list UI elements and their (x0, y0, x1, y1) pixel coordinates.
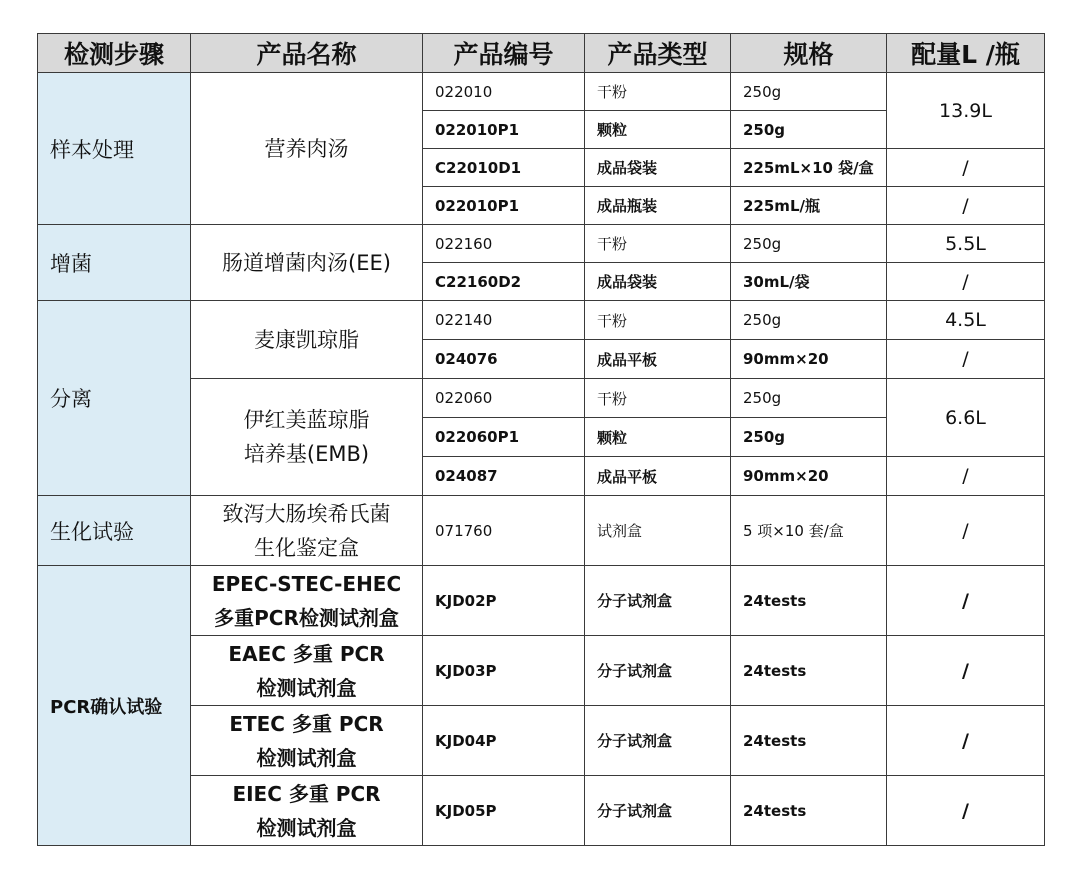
product-type-cell: 分子试剂盒 (585, 776, 731, 846)
product-code-cell: KJD04P (423, 706, 585, 776)
table-row (38, 73, 1045, 111)
ratio-cell: 5.5L (887, 225, 1045, 263)
product-type-cell: 颗粒 (585, 111, 731, 149)
table-row (38, 301, 1045, 340)
product-code-cell: C22160D2 (423, 263, 585, 301)
spec-cell: 250g (731, 111, 887, 149)
product-type-cell: 分子试剂盒 (585, 706, 731, 776)
product-type-cell: 干粉 (585, 301, 731, 340)
product-name-line: EAEC 多重 PCR (228, 641, 385, 666)
ratio-cell: / (887, 566, 1045, 636)
ratio-cell: / (887, 457, 1045, 496)
header-step: 检测步骤 (38, 34, 191, 73)
product-type-cell: 分子试剂盒 (585, 636, 731, 706)
product-code-cell: 022010P1 (423, 187, 585, 225)
product-name-cell: 麦康凯琼脂 (191, 301, 423, 379)
spec-cell: 250g (731, 73, 887, 111)
step-cell: 样本处理 (38, 73, 191, 225)
product-code-cell: 071760 (423, 496, 585, 566)
product-code-cell: 022160 (423, 225, 585, 263)
ratio-cell: / (887, 187, 1045, 225)
spec-cell: 24tests (731, 636, 887, 706)
header-type: 产品类型 (585, 34, 731, 73)
step-cell: 增菌 (38, 225, 191, 301)
product-name-line: 检测试剂盒 (256, 815, 357, 840)
spec-cell: 250g (731, 301, 887, 340)
header-code: 产品编号 (423, 34, 585, 73)
product-name-line: 检测试剂盒 (256, 745, 357, 770)
ratio-cell: / (887, 706, 1045, 776)
product-type-cell: 干粉 (585, 225, 731, 263)
product-code-cell: KJD03P (423, 636, 585, 706)
ratio-cell: / (887, 263, 1045, 301)
product-type-cell: 试剂盒 (585, 496, 731, 566)
product-type-cell: 成品平板 (585, 457, 731, 496)
product-type-cell: 颗粒 (585, 418, 731, 457)
product-name-cell (191, 776, 423, 846)
product-type-cell: 分子试剂盒 (585, 566, 731, 636)
product-name-cell: 营养肉汤 (191, 73, 423, 225)
spec-cell: 24tests (731, 776, 887, 846)
table-row (38, 496, 1045, 566)
product-name-line: EIEC 多重 PCR (232, 781, 381, 806)
step-cell: 分离 (38, 301, 191, 496)
ratio-cell: 4.5L (887, 301, 1045, 340)
header-spec: 规格 (731, 34, 887, 73)
product-name-line: 致泻大肠埃希氏菌 (222, 501, 391, 526)
spec-cell: 225mL×10 袋/盒 (731, 149, 887, 187)
product-name-cell (191, 496, 423, 566)
ratio-cell: / (887, 636, 1045, 706)
ratio-cell: 6.6L (887, 379, 1045, 457)
spec-cell: 250g (731, 225, 887, 263)
product-name-cell (191, 566, 423, 636)
table-row (38, 225, 1045, 263)
product-name-line: ETEC 多重 PCR (229, 711, 384, 736)
header-ratio: 配量L /瓶 (887, 34, 1045, 73)
step-cell: 生化试验 (38, 496, 191, 566)
product-name-cell (191, 636, 423, 706)
step-cell: PCR确认试验 (38, 566, 191, 846)
product-type-cell: 干粉 (585, 379, 731, 418)
product-code-cell: 024076 (423, 340, 585, 379)
ratio-cell: 13.9L (887, 73, 1045, 149)
product-type-cell: 成品袋装 (585, 263, 731, 301)
spec-cell: 90mm×20 (731, 340, 887, 379)
product-name-line: 多重PCR检测试剂盒 (214, 605, 399, 630)
product-name-line: 生化鉴定盒 (254, 535, 359, 560)
product-code-cell: 022060 (423, 379, 585, 418)
product-type-cell: 成品袋装 (585, 149, 731, 187)
product-type-cell: 成品平板 (585, 340, 731, 379)
product-code-cell: 022060P1 (423, 418, 585, 457)
product-name-line: 伊红美蓝琼脂 (243, 408, 370, 432)
spec-cell: 250g (731, 418, 887, 457)
product-type-cell: 成品瓶装 (585, 187, 731, 225)
ratio-cell: / (887, 340, 1045, 379)
product-code-cell: C22010D1 (423, 149, 585, 187)
product-name-cell (191, 706, 423, 776)
product-table (37, 33, 1045, 846)
product-name-line: EPEC-STEC-EHEC (211, 571, 402, 596)
spec-cell: 250g (731, 379, 887, 418)
table-row (38, 566, 1045, 636)
ratio-cell: / (887, 149, 1045, 187)
product-name-line: 检测试剂盒 (256, 675, 357, 700)
product-code-cell: 022140 (423, 301, 585, 340)
product-code-cell: 022010P1 (423, 111, 585, 149)
product-name-line: 培养基(EMB) (243, 442, 370, 466)
header-name: 产品名称 (191, 34, 423, 73)
product-code-cell: 022010 (423, 73, 585, 111)
product-code-cell: KJD02P (423, 566, 585, 636)
ratio-cell: / (887, 496, 1045, 566)
ratio-cell: / (887, 776, 1045, 846)
product-code-cell: 024087 (423, 457, 585, 496)
product-code-cell: KJD05P (423, 776, 585, 846)
product-type-cell: 干粉 (585, 73, 731, 111)
spec-cell: 24tests (731, 706, 887, 776)
spec-cell: 5 项×10 套/盒 (731, 496, 887, 566)
spec-cell: 30mL/袋 (731, 263, 887, 301)
spec-cell: 24tests (731, 566, 887, 636)
product-name-cell (191, 379, 423, 496)
spec-cell: 225mL/瓶 (731, 187, 887, 225)
spec-cell: 90mm×20 (731, 457, 887, 496)
product-name-cell: 肠道增菌肉汤(EE) (191, 225, 423, 301)
